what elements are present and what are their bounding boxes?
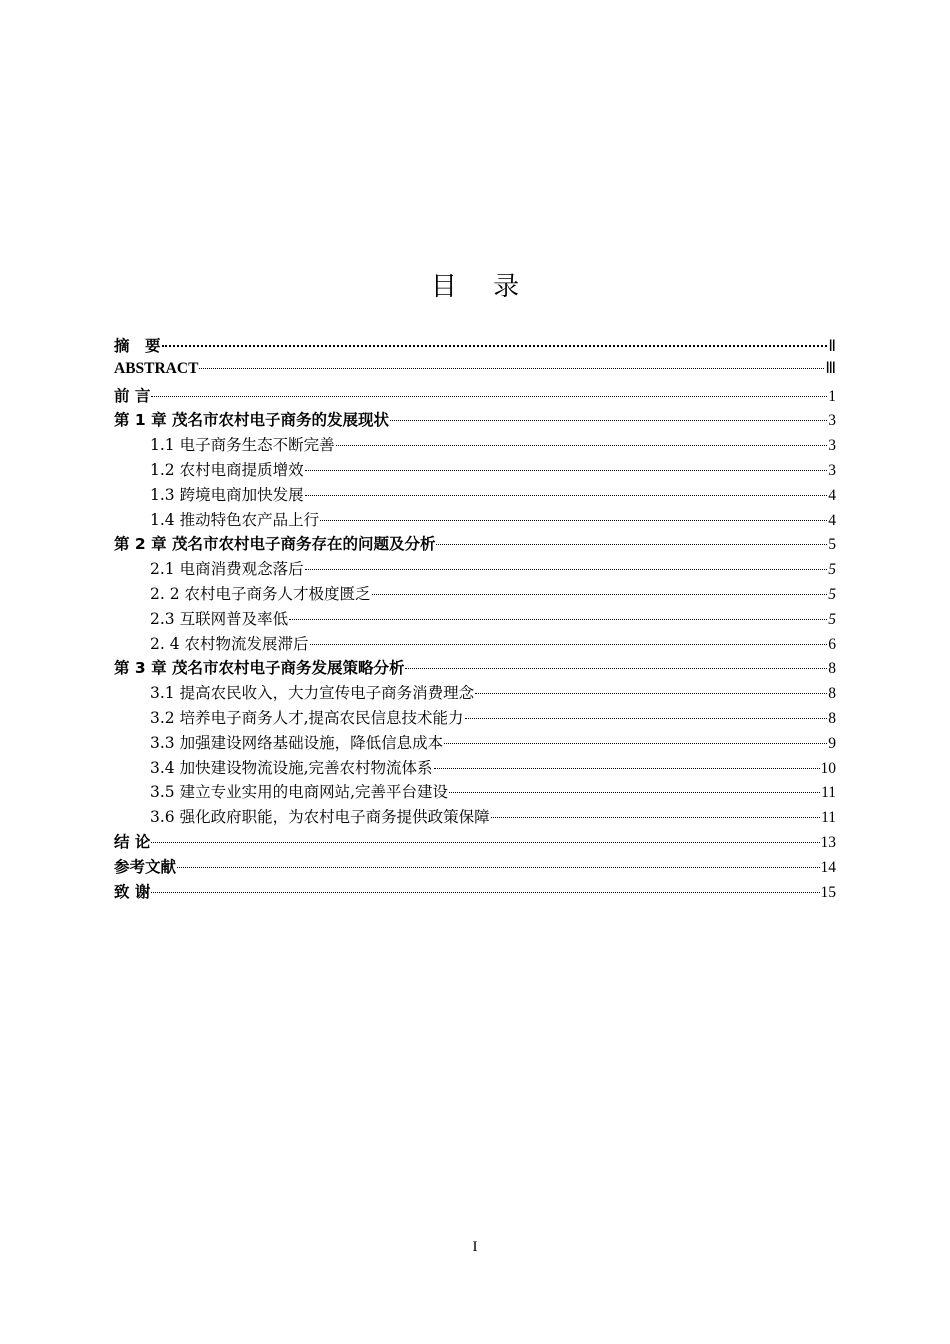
toc-leader-dots — [449, 792, 820, 793]
toc-entry-page: 3 — [828, 461, 836, 479]
toc-leader-dots — [336, 445, 828, 446]
toc-entry-section-1-4[interactable] — [114, 508, 836, 533]
toc-entry-page: 1 — [828, 387, 836, 405]
page-number-footer: I — [472, 1239, 478, 1255]
toc-leader-dots — [305, 495, 828, 496]
toc-entry-page: 11 — [821, 784, 836, 802]
toc-leader-dots — [434, 768, 820, 769]
toc-leader-dots — [162, 345, 828, 347]
toc-entry-label: 3.5 建立专业实用的电商网站,完善平台建设 — [150, 783, 449, 802]
toc-entry-page: 10 — [820, 759, 836, 777]
toc-leader-dots — [305, 569, 828, 570]
toc-entry-acknowledgements[interactable] — [114, 880, 836, 905]
toc-entry-label: 摘 要 — [114, 337, 161, 355]
toc-entry-page: 8 — [828, 660, 836, 678]
toc-entry-label: 第 3 章 茂名市农村电子商务发展策略分析 — [114, 659, 405, 678]
toc-entry-label: 3.1 提高农民收入，大力宣传电子商务消费理念 — [150, 684, 475, 703]
toc-entry-page: 4 — [828, 486, 836, 504]
toc-entry-page: 13 — [820, 833, 836, 851]
toc-entry-label: 1.2 农村电商提质增效 — [150, 460, 304, 479]
toc-entry-page: 8 — [828, 685, 836, 703]
toc-entry-preface[interactable] — [114, 384, 836, 409]
toc-leader-dots — [465, 718, 828, 719]
toc-leader-dots — [289, 619, 827, 620]
toc-entry-section-3-5[interactable] — [114, 780, 836, 805]
toc-entry-label: 结 论 — [114, 832, 151, 851]
toc-leader-dots — [320, 520, 827, 521]
toc-entry-section-3-2[interactable] — [114, 706, 836, 731]
toc-entry-section-3-1[interactable] — [114, 681, 836, 706]
toc-leader-dots — [390, 420, 827, 421]
toc-leader-dots — [151, 842, 819, 843]
toc-entry-label: 前 言 — [114, 386, 151, 405]
toc-entry-page: 4 — [828, 511, 836, 529]
toc-leader-dots — [177, 867, 819, 868]
toc-entry-label: 2.1 电商消费观念落后 — [150, 560, 304, 579]
toc-entry-conclusion[interactable] — [114, 830, 836, 855]
toc-leader-dots — [151, 892, 819, 893]
toc-leader-dots — [372, 594, 828, 595]
toc-leader-dots — [305, 470, 828, 471]
toc-entry-page: 5 — [828, 561, 836, 579]
toc-entry-section-2-4[interactable] — [114, 632, 836, 657]
toc-entry-page: 15 — [820, 883, 836, 901]
toc-entry-label: 第 1 章 茂名市农村电子商务的发展现状 — [114, 411, 389, 430]
toc-entry-label: 3.6 强化政府职能，为农村电子商务提供政策保障 — [150, 808, 490, 827]
toc-entry-label: 1.1 电子商务生态不断完善 — [150, 436, 335, 455]
toc-entry-section-2-2[interactable] — [114, 582, 836, 607]
toc-entry-references[interactable] — [114, 855, 836, 880]
toc-leader-dots — [310, 644, 828, 645]
toc-entry-label: 1.4 推动特色农产品上行 — [150, 510, 320, 529]
toc-entry-label: ABSTRACT — [114, 359, 199, 377]
toc-leader-dots — [444, 743, 827, 744]
toc-entry-page: 9 — [828, 734, 836, 752]
toc-entry-page: 6 — [828, 635, 836, 653]
toc-entry-section-3-4[interactable] — [114, 756, 836, 781]
toc-entry-abstract-cn[interactable] — [114, 334, 836, 359]
toc-entry-label: 2. 4 农村物流发展滞后 — [150, 634, 309, 653]
toc-entry-label: 3.4 加快建设物流设施,完善农村物流体系 — [150, 758, 433, 777]
toc-entry-label: 3.2 培养电子商务人才,提高农民信息技术能力 — [150, 708, 464, 727]
toc-entry-page: Ⅲ — [825, 359, 836, 377]
toc-entry-page: 14 — [820, 858, 836, 876]
toc-entry-page: 8 — [828, 709, 836, 727]
toc-leader-dots — [199, 368, 824, 369]
toc-entry-label: 2.3 互联网普及率低 — [150, 609, 289, 628]
toc-title: 目 录 — [430, 272, 534, 302]
toc-entry-page: 11 — [821, 809, 836, 827]
toc-entry-label: 2. 2 农村电子商务人才极度匮乏 — [150, 584, 371, 603]
table-of-contents — [114, 334, 836, 904]
toc-entry-section-1-3[interactable] — [114, 483, 836, 508]
toc-entry-page: 5 — [828, 585, 836, 603]
toc-leader-dots — [436, 544, 827, 545]
toc-leader-dots — [151, 396, 827, 397]
toc-entry-page: Ⅱ — [828, 338, 836, 355]
toc-leader-dots — [405, 668, 827, 669]
toc-entry-label: 致 谢 — [114, 882, 151, 901]
toc-entry-page: 5 — [828, 536, 836, 554]
toc-entry-label: 参考文献 — [114, 857, 177, 876]
toc-entry-section-1-2[interactable] — [114, 458, 836, 483]
toc-entry-section-2-1[interactable] — [114, 557, 836, 582]
toc-leader-dots — [491, 817, 820, 818]
toc-entry-section-2-3[interactable] — [114, 607, 836, 632]
toc-entry-chapter-2[interactable] — [114, 532, 836, 557]
toc-entry-abstract-en[interactable] — [114, 359, 836, 384]
toc-leader-dots — [475, 693, 827, 694]
toc-entry-label: 3.3 加强建设网络基础设施，降低信息成本 — [150, 733, 444, 752]
toc-entry-label: 第 2 章 茂名市农村电子商务存在的问题及分析 — [114, 535, 436, 554]
toc-entry-section-3-3[interactable] — [114, 731, 836, 756]
toc-entry-label: 1.3 跨境电商加快发展 — [150, 485, 304, 504]
toc-entry-page: 5 — [828, 610, 836, 628]
toc-entry-chapter-3[interactable] — [114, 656, 836, 681]
toc-entry-chapter-1[interactable] — [114, 408, 836, 433]
toc-entry-page: 3 — [828, 412, 836, 430]
toc-entry-section-3-6[interactable] — [114, 805, 836, 830]
toc-entry-section-1-1[interactable] — [114, 433, 836, 458]
toc-entry-page: 3 — [828, 437, 836, 455]
